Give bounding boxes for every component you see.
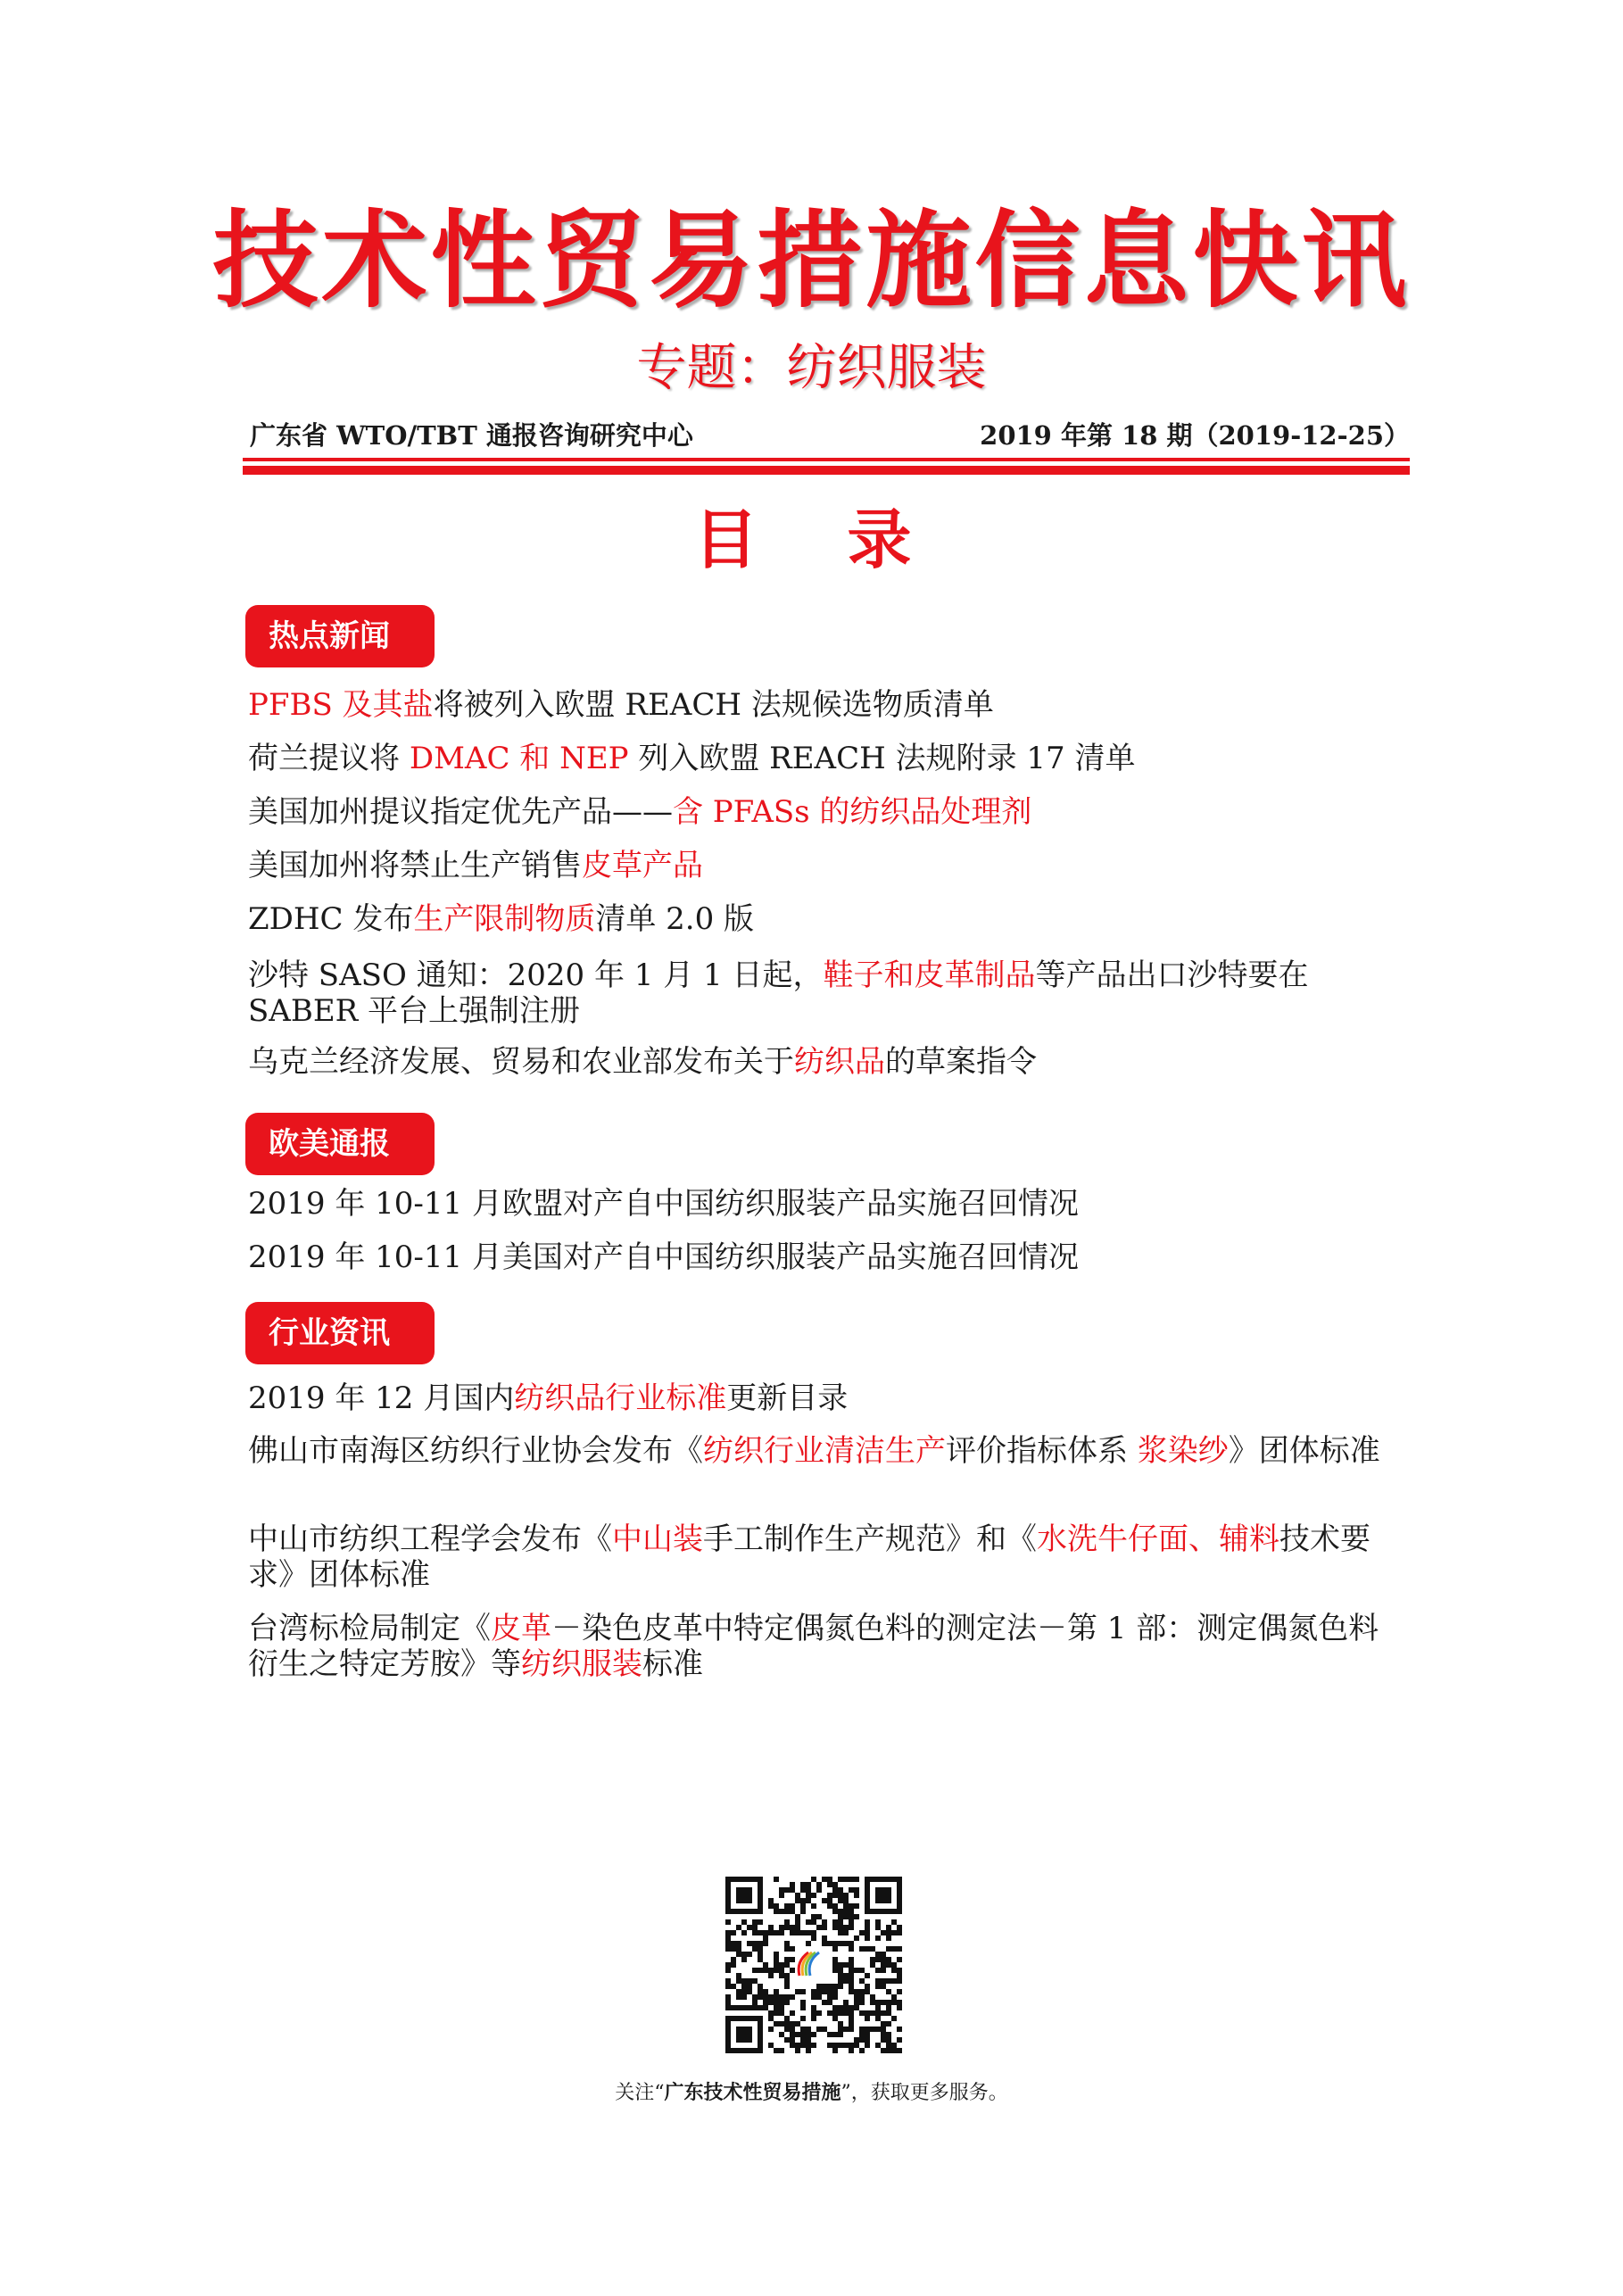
- entry-text: 等产品出口沙特要在 SABER 平台上强制注册: [248, 957, 1309, 1029]
- toc-entry[interactable]: [248, 1044, 1399, 1080]
- header-divider-thick: [243, 466, 1410, 475]
- highlighted-keyword: 含 PFASs 的纺织品处理剂: [673, 794, 1032, 830]
- highlighted-keyword: 鞋子和皮革制品: [823, 957, 1036, 993]
- entry-text: 沙特 SASO 通知：2020 年 1 月 1 日起，: [248, 957, 824, 993]
- entry-text: 列入欧盟 REACH 法规附录 17 清单: [628, 741, 1136, 776]
- toc-entry[interactable]: [248, 848, 1399, 883]
- publisher-name: 广东省 WTO/TBT 通报咨询研究中心: [250, 420, 693, 451]
- entry-text: 标准: [642, 1646, 703, 1682]
- highlighted-keyword: 皮草产品: [582, 848, 703, 883]
- newsletter-subtitle: 专题：纺织服装: [636, 339, 987, 397]
- qr-caption: [0, 2079, 1623, 2107]
- highlighted-keyword: 皮革: [491, 1611, 551, 1646]
- entry-text: 手工制作生产规范》和《: [703, 1521, 1037, 1557]
- qr-code-graphic: [725, 1877, 902, 2053]
- toc-entry[interactable]: [248, 1521, 1399, 1593]
- highlighted-keyword: 中山装: [612, 1521, 703, 1557]
- highlighted-keyword: PFBS 及其盐: [248, 687, 434, 723]
- publication-info: [250, 418, 1410, 453]
- entry-text: 》团体标准: [1228, 1433, 1380, 1469]
- entry-text: 2019 年 10-11 月欧盟对产自中国纺织服装产品实施召回情况: [248, 1186, 1079, 1222]
- toc-entry[interactable]: [248, 687, 1399, 723]
- entry-text: 荷兰提议将: [248, 741, 410, 776]
- entry-text: 中山市纺织工程学会发布《: [248, 1521, 612, 1557]
- toc-heading-left: 目: [693, 502, 776, 577]
- section-badge-eu-us-notifications: 欧美通报: [245, 1113, 435, 1175]
- issue-number: 2019 年第 18 期（2019-12-25）: [980, 420, 1410, 451]
- header-divider-thin: [243, 458, 1410, 461]
- entry-text: 更新目录: [726, 1380, 849, 1416]
- toc-entry[interactable]: [248, 1611, 1399, 1682]
- entry-text: ZDHC 发布: [248, 901, 414, 937]
- entry-text: －染色皮革中特定偶氮色料的测定法－第 1 部：测定偶氮色料衍生之特定芳胺》等: [248, 1611, 1379, 1682]
- toc-entry[interactable]: [248, 1433, 1399, 1469]
- toc-entry[interactable]: [248, 794, 1399, 830]
- newsletter-title: 技术性贸易措施信息快讯: [212, 199, 1411, 322]
- highlighted-keyword: 纺织服装: [521, 1646, 642, 1682]
- section-badge-industry-news: 行业资讯: [245, 1302, 435, 1364]
- toc-entry[interactable]: [248, 901, 1399, 937]
- qr-caption-prefix: 关注“: [615, 2082, 665, 2104]
- entry-text: 清单 2.0 版: [595, 901, 755, 937]
- highlighted-keyword: 纺织行业清洁生产: [703, 1433, 946, 1469]
- entry-text: 美国加州提议指定优先产品——: [248, 794, 673, 830]
- toc-entry[interactable]: [248, 1186, 1399, 1222]
- toc-heading: [0, 500, 1623, 580]
- entry-text: 乌克兰经济发展、贸易和农业部发布关于: [248, 1044, 794, 1080]
- highlighted-keyword: 浆染纱: [1137, 1433, 1229, 1469]
- toc-entry[interactable]: [248, 1380, 1399, 1416]
- entry-text: 的草案指令: [885, 1044, 1037, 1080]
- toc-entry[interactable]: [248, 957, 1399, 1029]
- section-badge-hot-news: 热点新闻: [245, 605, 435, 667]
- highlighted-keyword: 水洗牛仔面、辅料: [1037, 1521, 1279, 1557]
- entry-text: 佛山市南海区纺织行业协会发布《: [248, 1433, 703, 1469]
- entry-text: 台湾标检局制定《: [248, 1611, 491, 1646]
- entry-text: 2019 年 12 月国内: [248, 1380, 515, 1416]
- entry-text: 评价指标体系: [946, 1433, 1138, 1469]
- toc-entry[interactable]: [248, 741, 1399, 776]
- qr-code-icon: [725, 1877, 902, 2053]
- highlighted-keyword: 纺织品行业标准: [514, 1380, 727, 1416]
- entry-text: 2019 年 10-11 月美国对产自中国纺织服装产品实施召回情况: [248, 1239, 1079, 1275]
- highlighted-keyword: 生产限制物质: [413, 901, 596, 937]
- highlighted-keyword: 纺织品: [794, 1044, 885, 1080]
- toc-entry[interactable]: [248, 1239, 1399, 1275]
- entry-text: 美国加州将禁止生产销售: [248, 848, 582, 883]
- toc-heading-right: 录: [847, 502, 930, 577]
- entry-text: 将被列入欧盟 REACH 法规候选物质清单: [433, 687, 994, 723]
- highlighted-keyword: DMAC 和 NEP: [409, 741, 629, 776]
- qr-caption-account: 广东技术性贸易措施: [664, 2081, 841, 2104]
- entry-text: 技术要求》团体标准: [248, 1521, 1370, 1593]
- qr-caption-suffix: ”，获取更多服务。: [840, 2082, 1008, 2104]
